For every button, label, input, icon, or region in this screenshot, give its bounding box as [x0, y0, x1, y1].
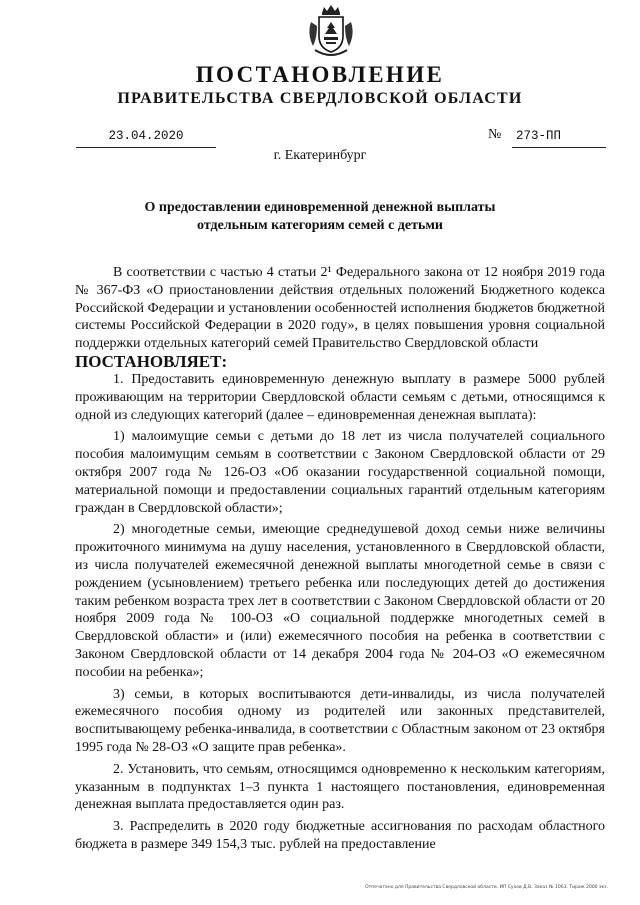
document-number: 273-ПП — [512, 127, 606, 148]
intro-paragraph: В соответствии с частью 4 статьи 2¹ Федерального закона от 12 ноября 2019 года № 367-ФЗ «О приостановлении действия отдельных положений Бюджетного кодекса Российской Федерации и установлении особенностей исполнения бюджетов бюджетной системы Российской Федерации в 2020 году», в целях повышения уровня социальной поддержки отдельных категорий семей Правительство Свердловской области — [75, 265, 605, 352]
paragraph-2: 2. Установить, что семьям, относящимся одновременно к нескольким категориям, указанным в подпунктах 1–3 пункта 1 настоящего постановления, единовременная денежная выплата предоставляется один раз. — [75, 761, 605, 813]
coat-of-arms-icon — [305, 4, 357, 58]
document-title-line-1: О предоставлении единовременной денежной выплаты — [144, 200, 496, 215]
subparagraph-1-2: 2) многодетные семьи, имеющие среднедушевой доход семьи ниже величины прожиточного минимума на душу населения, установленного в Свердловской области, из числа получателей ежемесячной денежной выплаты многодетной семье в связи с рождением (усыновлением) третьего ребенка или последующих детей до достижения таким ребенком возраста трех лет в соответствии с Законом Свердловской области от 20 ноября 2009 года № 100-ОЗ «О социальной поддержке многодетных семей в Свердловской области» и (или) ежемесячного пособия на ребенка в соответствии с Законом Свердловской области от 14 декабря 2004 года № 204-ОЗ «О ежемесячном пособии на ребенка»; — [75, 522, 605, 680]
subparagraph-1-1: 1) малоимущие семьи с детьми до 18 лет из числа получателей социального пособия малоимущим семьям в соответствии с Законом Свердловской области от 29 октября 2007 года № 126-ОЗ «Об оказании государственной социальной помощи, материальной помощи и предоставлении социальных гарантий отдельным категориям граждан в Свердловской области»; — [75, 429, 605, 516]
document-title — [60, 199, 580, 235]
document-title-line-2: отдельным категориям семей с детьми — [197, 218, 443, 233]
paragraph-3: 3. Распределить в 2020 году бюджетные ассигнования по расходам областного бюджета в размере 349 154,3 тыс. рублей на предоставление — [75, 819, 605, 852]
city-line: г. Екатеринбург — [273, 148, 367, 163]
print-footer: Отпечатано для Правительства Свердловской области. ИП Сухов Д.В. Заказ № 1063. Тираж 2000 экз. — [365, 885, 608, 890]
decree-heading: ПОСТАНОВЛЯЕТ: — [75, 351, 228, 371]
document-type-title: ПОСТАНОВЛЕНИЕ — [195, 62, 445, 87]
document-date: 23.04.2020 — [76, 127, 216, 148]
number-sign: № — [488, 127, 502, 142]
issuing-authority: ПРАВИТЕЛЬСТВА СВЕРДЛОВСКОЙ ОБЛАСТИ — [117, 90, 523, 107]
paragraph-1: 1. Предоставить единовременную денежную выплату в размере 5000 рублей проживающим на территории Свердловской области семьям с детьми, относящимся к одной из следующих категорий (далее – единовременная денежная выплата): — [75, 371, 605, 423]
document-body — [75, 264, 605, 854]
subparagraph-1-3: 3) семьи, в которых воспитываются дети-инвалиды, из числа получателей ежемесячного пособия одному из родителей или законных представителей, воспитывающему ребенка-инвалида, в соответствии с Областным законом от 23 октября 1995 года № 28-ОЗ «О защите прав ребенка». — [75, 686, 605, 755]
